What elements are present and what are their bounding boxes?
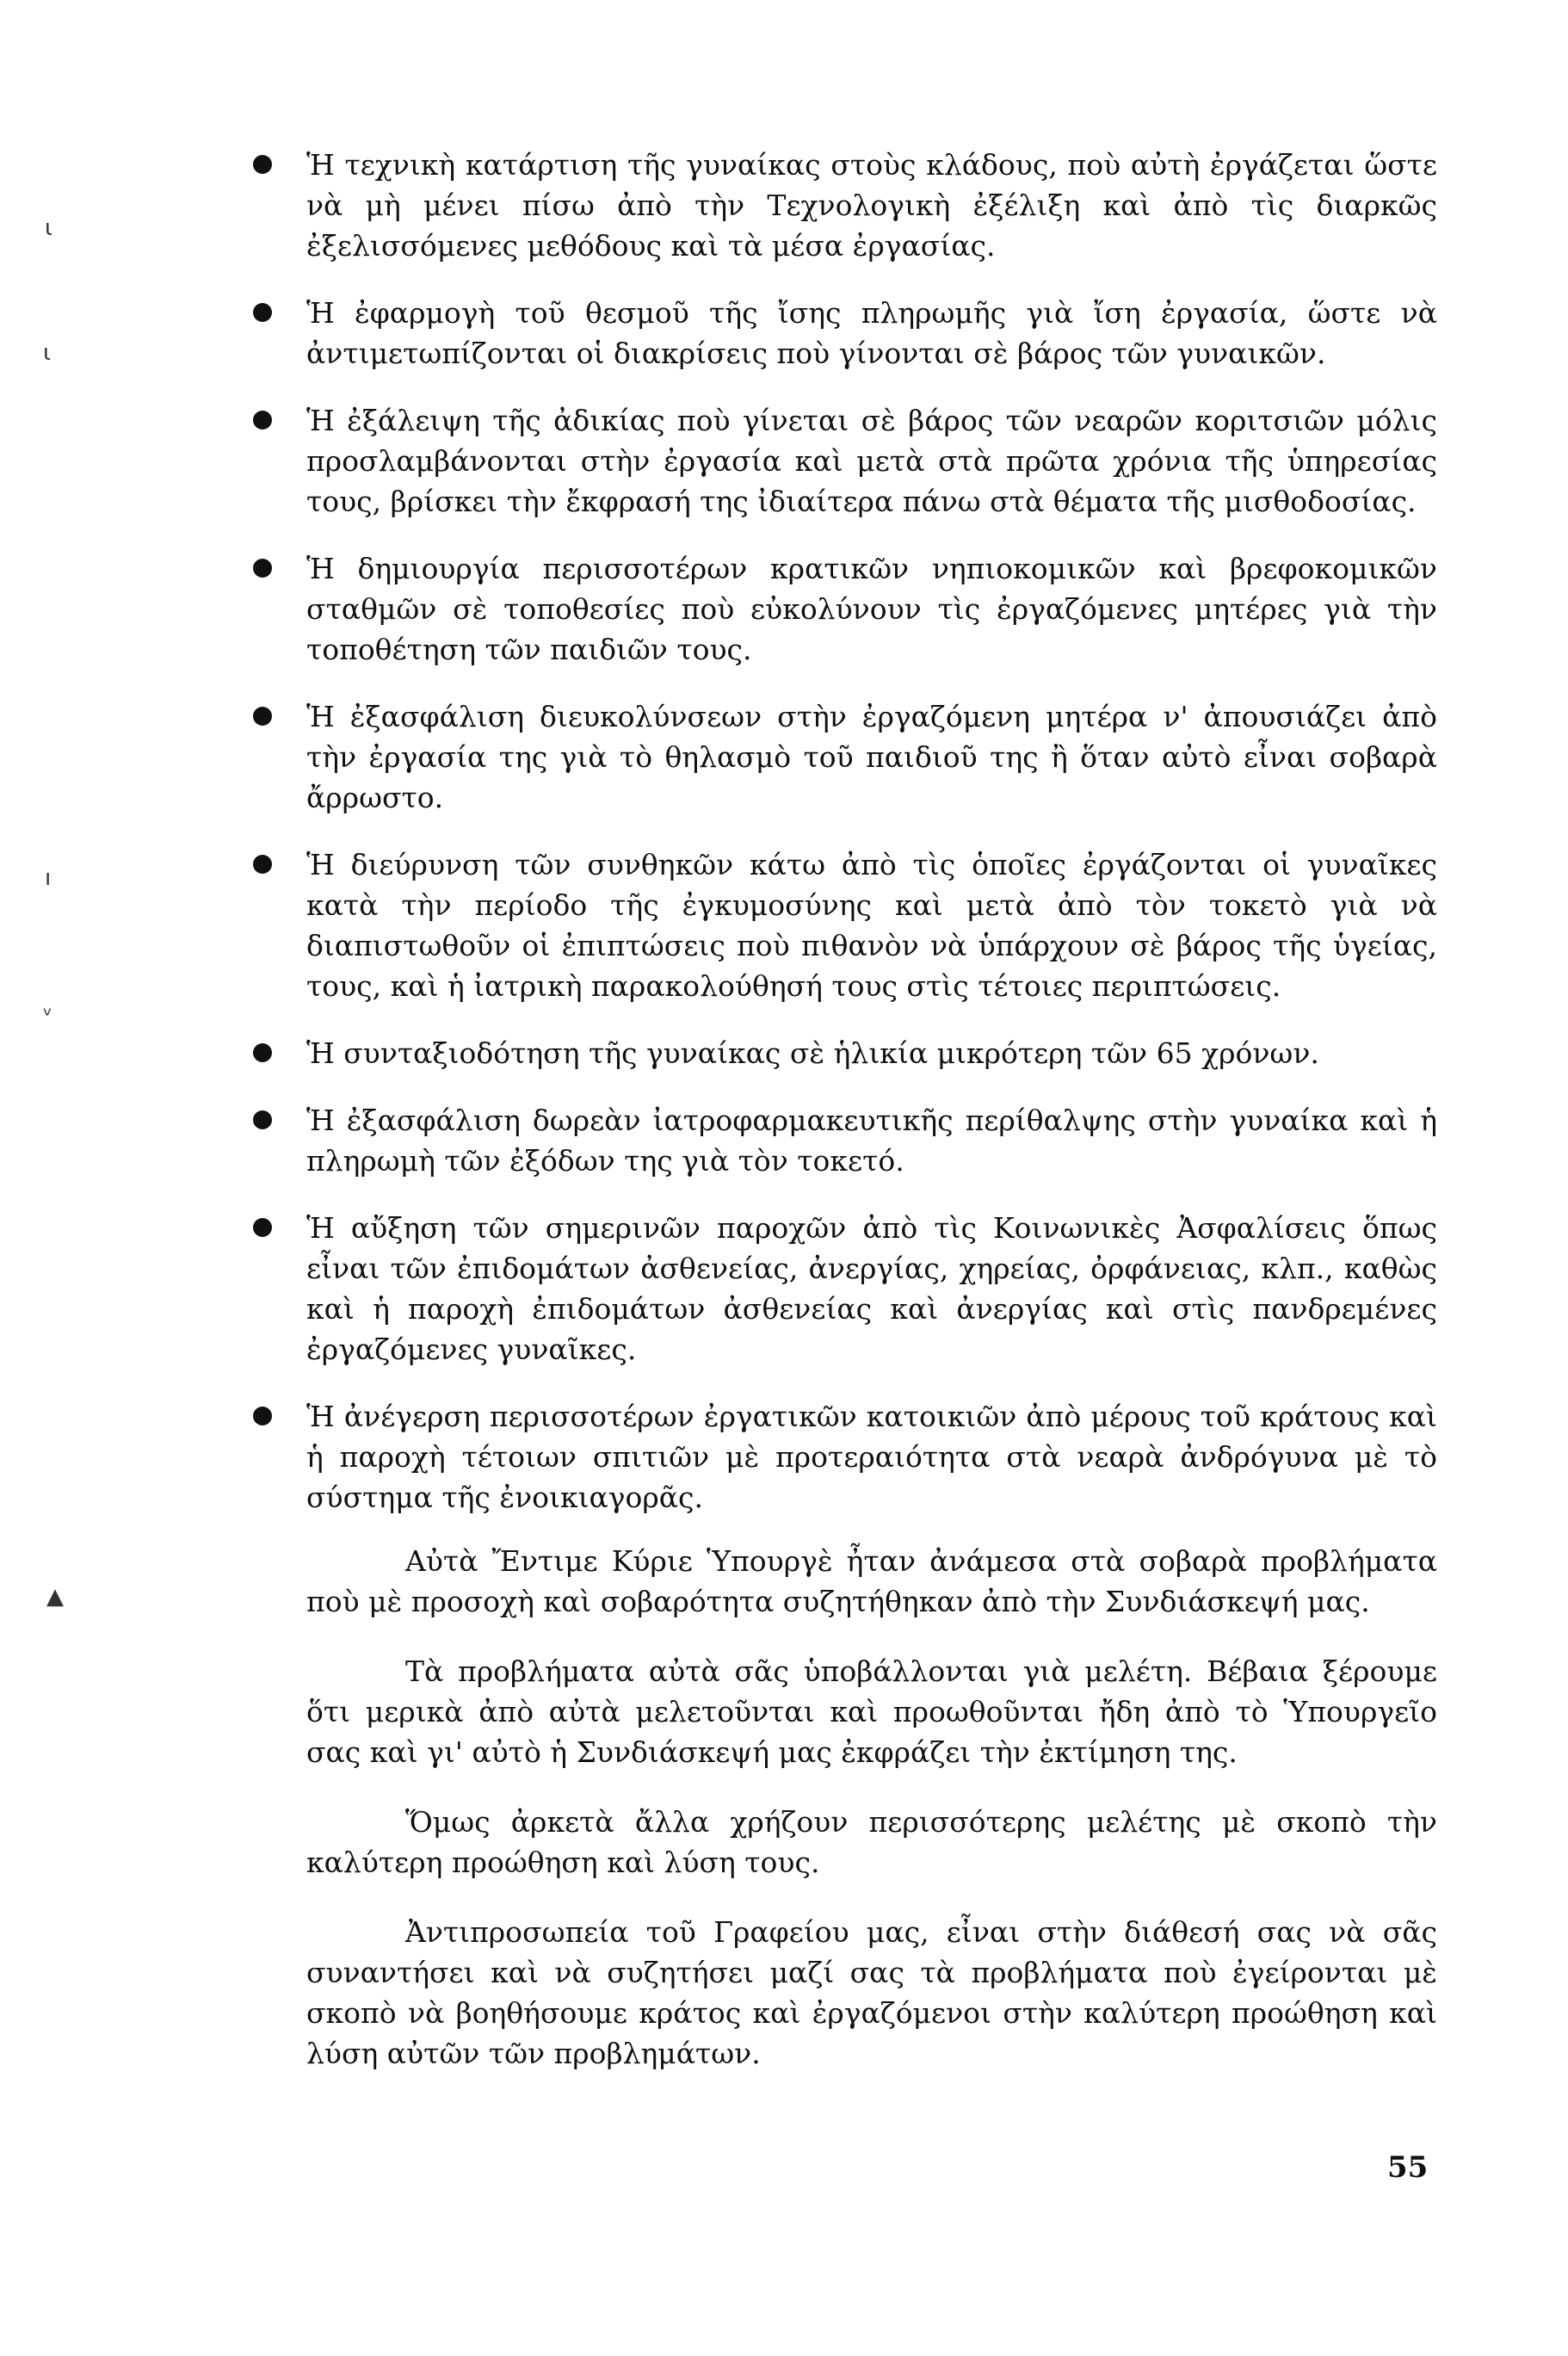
list-item-text: Ἡ ἐξασφάλιση διευκολύνσεων στὴν ἐργαζόμενη μητέρα ν' ἀπουσιάζει ἀπὸ τὴν ἐργασία της γιὰ τὸ θηλασμὸ τοῦ παιδιοῦ της ἢ ὅταν αὐτὸ εἶναι σοβαρὰ ἄρρωστο. bbox=[306, 700, 1437, 814]
scan-mark: ı bbox=[45, 865, 52, 891]
list-item-text: Ἡ συνταξιοδότηση τῆς γυναίκας σὲ ἡλικία μικρότερη τῶν 65 χρόνων. bbox=[306, 1036, 1319, 1070]
list-item-text: Ἡ ἐξάλειψη τῆς ἀδικίας ποὺ γίνεται σὲ βάρος τῶν νεαρῶν κοριτσιῶν μόλις προσλαμβάνονται στὴν ἐργασία καὶ μετὰ στὰ πρῶτα χρόνια τῆς ὑπηρεσίας τους, βρίσκει τὴν ἔκφρασή της ἰδιαίτερα πάνω στὰ θέματα τῆς μισθοδοσίας. bbox=[306, 404, 1437, 518]
closing-paragraphs bbox=[306, 1541, 1437, 2103]
list-item-text: Ἡ τεχνικὴ κατάρτιση τῆς γυναίκας στοὺς κλάδους, ποὺ αὐτὴ ἐργάζεται ὥστε νὰ μὴ μένει πίσω ἀπὸ τὴν Τεχνολογικὴ ἐξέλιξη καὶ ἀπὸ τὶς διαρκῶς ἐξελισσόμενες μεθόδους καὶ τὰ μέσα ἐργασίας. bbox=[306, 148, 1437, 263]
demands-list bbox=[250, 145, 1437, 1544]
body-paragraph: Ἀντιπροσωπεία τοῦ Γραφείου μας, εἶναι στὴν διάθεσή σας νὰ σᾶς συναντήσει καὶ νὰ συζητήσει μαζί σας τὰ προβλήματα ποὺ ἐγείρονται μὲ σκοπὸ νὰ βοηθήσουμε κράτος καὶ ἐργαζόμενοι στὴν καλύτερη προώθηση καὶ λύση αὐτῶν τῶν προβλημάτων. bbox=[306, 1915, 1437, 2070]
list-item bbox=[250, 548, 1437, 670]
bullet-icon bbox=[253, 1043, 272, 1062]
bullet-icon bbox=[253, 855, 272, 874]
list-item bbox=[250, 844, 1437, 1006]
list-item bbox=[250, 1396, 1437, 1518]
list-item bbox=[250, 145, 1437, 266]
list-item bbox=[250, 400, 1437, 522]
bullet-icon bbox=[253, 303, 272, 322]
bullet-icon bbox=[253, 707, 272, 726]
bullet-icon bbox=[253, 155, 272, 174]
body-paragraph: Τὰ προβλήματα αὐτὰ σᾶς ὑποβάλλονται γιὰ μελέτη. Βέβαια ξέρουμε ὅτι μερικὰ ἀπὸ αὐτὰ μελετοῦνται καὶ προωθοῦνται ἤδη ἀπὸ τὸ Ὑπουργεῖο σας καὶ γι' αὐτὸ ἡ Συνδιάσκεψή μας ἐκφράζει τὴν ἐκτίμηση της. bbox=[306, 1654, 1437, 1769]
bullet-icon bbox=[253, 1110, 272, 1129]
list-item bbox=[250, 1033, 1437, 1073]
list-item-text: Ἡ ἀνέγερση περισσοτέρων ἐργατικῶν κατοικιῶν ἀπὸ μέρους τοῦ κράτους καὶ ἡ παροχὴ τέτοιων σπιτιῶν μὲ προτεραιότητα στὰ νεαρὰ ἀνδρόγυνα μὲ τὸ σύστημα τῆς ἐνοικιαγορᾶς. bbox=[306, 1400, 1437, 1514]
list-item-text: Ἡ ἐξασφάλιση δωρεὰν ἰατροφαρμακευτικῆς περίθαλψης στὴν γυναίκα καὶ ἡ πληρωμὴ τῶν ἐξόδων της γιὰ τὸν τοκετό. bbox=[306, 1104, 1437, 1178]
scan-mark: ᵛ bbox=[43, 1003, 52, 1029]
list-item-text: Ἡ δημιουργία περισσοτέρων κρατικῶν νηπιοκομικῶν καὶ βρεφοκομικῶν σταθμῶν σὲ τοποθεσίες ποὺ εὐκολύνουν τὶς ἐργαζόμενες μητέρες γιὰ τὴν τοποθέτηση τῶν παιδιῶν τους. bbox=[306, 552, 1437, 666]
list-item bbox=[250, 1208, 1437, 1370]
body-paragraph: Ὅμως ἀρκετὰ ἄλλα χρήζουν περισσότερης μελέτης μὲ σκοπὸ τὴν καλύτερη προώθηση καὶ λύση τους. bbox=[306, 1805, 1437, 1879]
list-item bbox=[250, 696, 1437, 818]
list-item bbox=[250, 1100, 1437, 1181]
bullet-icon bbox=[253, 1407, 272, 1425]
bullet-icon bbox=[253, 559, 272, 578]
list-item bbox=[250, 293, 1437, 374]
list-item-text: Ἡ διεύρυνση τῶν συνθηκῶν κάτω ἀπὸ τὶς ὁποῖες ἐργάζονται οἱ γυναῖκες κατὰ τὴν περίοδο τῆς ἐγκυμοσύνης καὶ μετὰ ἀπὸ τὸν τοκετὸ γιὰ νὰ διαπιστωθοῦν οἱ ἐπιπτώσεις ποὺ πιθανὸν νὰ ὑπάρχουν σὲ βάρος τῆς ὑγείας, τους, καὶ ἡ ἰατρικὴ παρακολούθησή τους στὶς τέτοιες περιπτώσεις. bbox=[306, 848, 1437, 1003]
scan-mark: ι bbox=[43, 340, 51, 366]
list-item-text: Ἡ αὔξηση τῶν σημερινῶν παροχῶν ἀπὸ τὶς Κοινωνικὲς Ἀσφαλίσεις ὅπως εἶναι τῶν ἐπιδομάτων ἀσθενείας, ἀνεργίας, χηρείας, ὀρφάνειας, κλπ., καθὼς καὶ ἡ παροχὴ ἐπιδομάτων ἀσθενείας καὶ ἀνεργίας καὶ στὶς πανδρεμένες ἐργαζόμενες γυναῖκες. bbox=[306, 1211, 1437, 1366]
scan-mark: ι bbox=[45, 215, 52, 241]
scan-mark: ▲ bbox=[46, 1584, 64, 1610]
page-number: 55 bbox=[1387, 2150, 1429, 2185]
list-item-text: Ἡ ἐφαρμογὴ τοῦ θεσμοῦ τῆς ἴσης πληρωμῆς γιὰ ἴση ἐργασία, ὥστε νὰ ἀντιμετωπίζονται οἱ διακρίσεις ποὺ γίνονται σὲ βάρος τῶν γυναικῶν. bbox=[306, 296, 1437, 370]
bullet-icon bbox=[253, 1218, 272, 1237]
body-paragraph: Αὐτὰ Ἔντιμε Κύριε Ὑπουργὲ ἦταν ἀνάμεσα στὰ σοβαρὰ προβλήματα ποὺ μὲ προσοχὴ καὶ σοβαρότητα συζητήθηκαν ἀπὸ τὴν Συνδιάσκεψή μας. bbox=[306, 1544, 1437, 1618]
bullet-icon bbox=[253, 411, 272, 430]
